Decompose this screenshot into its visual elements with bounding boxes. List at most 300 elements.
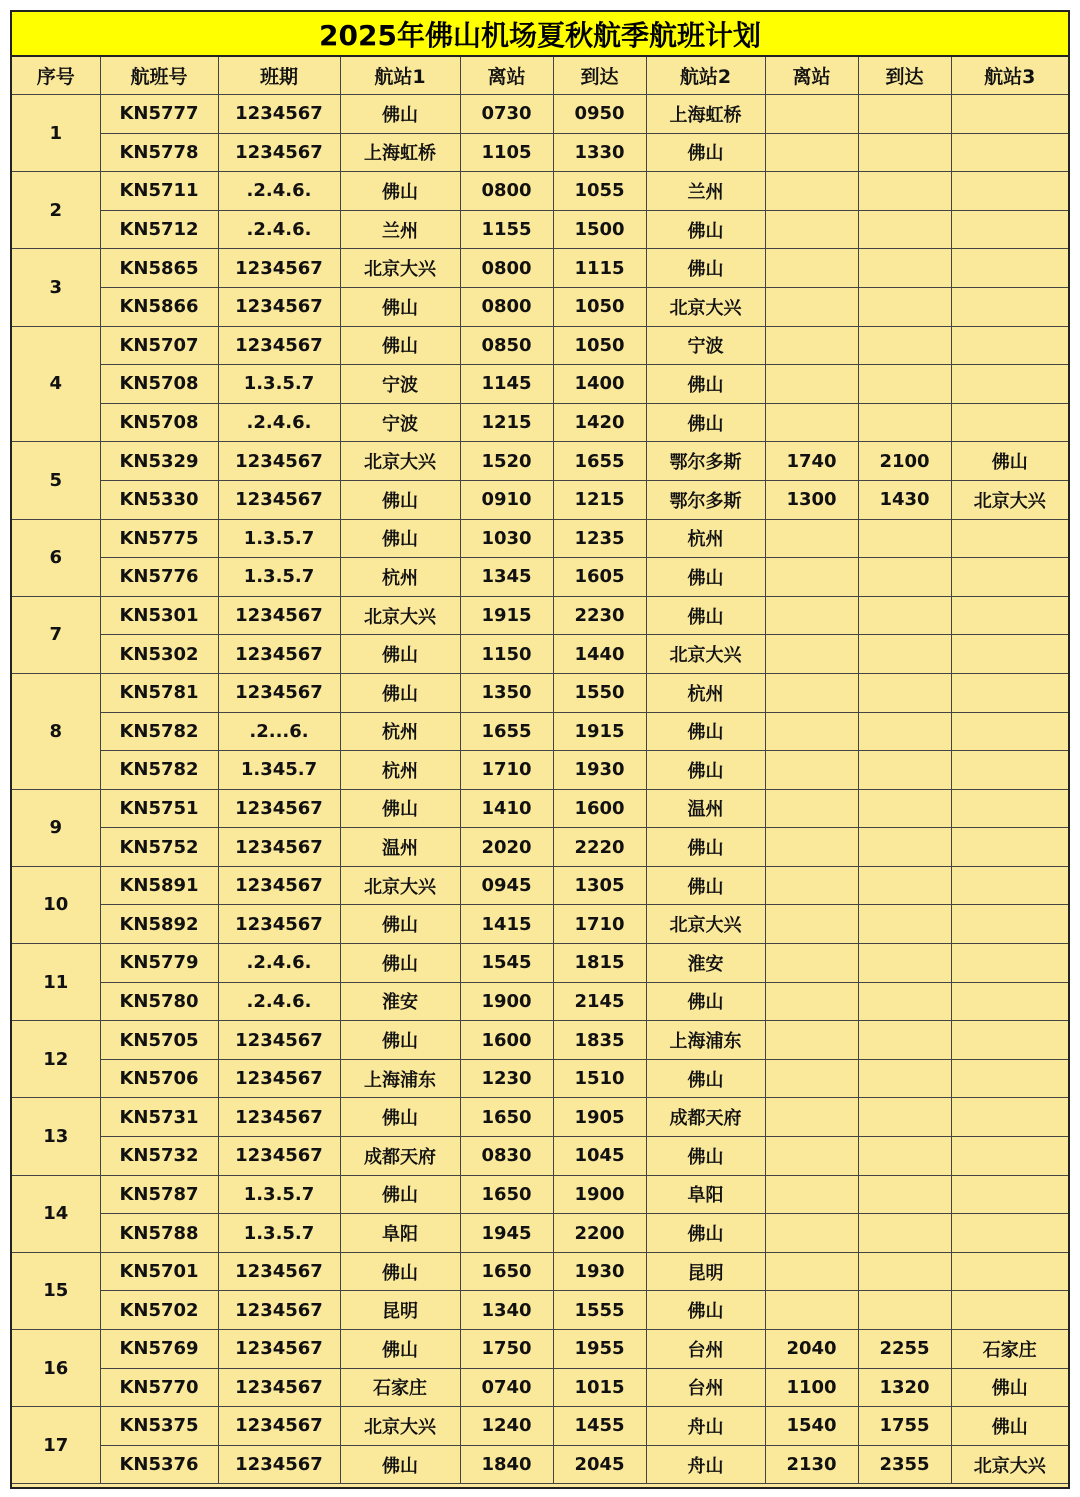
station-3-cell: [951, 95, 1068, 134]
station-1-cell: 北京大兴: [340, 866, 460, 905]
arrival-1-cell: 1930: [553, 751, 646, 790]
flight-number-cell: KN5701: [100, 1252, 218, 1291]
table-row: [12, 403, 1068, 442]
station-1-cell: 佛山: [340, 95, 460, 134]
seq-cell: 11: [12, 944, 100, 1021]
schedule-days-cell: 1234567: [218, 133, 340, 172]
departure-2-cell: [765, 1137, 858, 1176]
station-3-cell: [951, 172, 1068, 211]
arrival-1-cell: 1655: [553, 442, 646, 481]
arrival-1-cell: 1930: [553, 1252, 646, 1291]
station-3-cell: [951, 596, 1068, 635]
flight-number-cell: KN5712: [100, 210, 218, 249]
arrival-2-cell: 1320: [858, 1368, 951, 1407]
arrival-2-cell: [858, 1252, 951, 1291]
arrival-1-cell: 0950: [553, 95, 646, 134]
departure-2-cell: [765, 172, 858, 211]
station-2-cell: 佛山: [646, 596, 765, 635]
arrival-1-cell: 1510: [553, 1059, 646, 1098]
table-row: [12, 1291, 1068, 1330]
departure-2-cell: 1100: [765, 1368, 858, 1407]
schedule-days-cell: 1234567: [218, 828, 340, 867]
station-2-cell: 淮安: [646, 944, 765, 983]
departure-1-cell: 1650: [460, 1252, 553, 1291]
departure-2-cell: [765, 596, 858, 635]
station-3-cell: [951, 635, 1068, 674]
schedule-days-cell: .2.4.6.: [218, 172, 340, 211]
arrival-1-cell: 1235: [553, 519, 646, 558]
departure-2-cell: [765, 751, 858, 790]
station-2-cell: 佛山: [646, 982, 765, 1021]
station-3-cell: 佛山: [951, 1368, 1068, 1407]
departure-1-cell: 1150: [460, 635, 553, 674]
station-3-cell: 佛山: [951, 442, 1068, 481]
station-3-cell: [951, 1137, 1068, 1176]
arrival-1-cell: 1420: [553, 403, 646, 442]
schedule-days-cell: 1234567: [218, 480, 340, 519]
header-station-1: 航站1: [340, 57, 460, 95]
table-row: [12, 596, 1068, 635]
arrival-2-cell: [858, 635, 951, 674]
schedule-days-cell: 1234567: [218, 596, 340, 635]
station-1-cell: 佛山: [340, 172, 460, 211]
arrival-2-cell: [858, 519, 951, 558]
departure-1-cell: 1350: [460, 673, 553, 712]
station-1-cell: 成都天府: [340, 1137, 460, 1176]
seq-cell: 9: [12, 789, 100, 866]
station-3-cell: [951, 1021, 1068, 1060]
flight-schedule-sheet: [10, 10, 1070, 1489]
arrival-2-cell: 2100: [858, 442, 951, 481]
arrival-2-cell: [858, 596, 951, 635]
arrival-2-cell: [858, 1098, 951, 1137]
station-3-cell: [951, 365, 1068, 404]
station-3-cell: [951, 133, 1068, 172]
station-3-cell: [951, 905, 1068, 944]
departure-1-cell: 0850: [460, 326, 553, 365]
flight-number-cell: KN5782: [100, 751, 218, 790]
station-2-cell: 上海虹桥: [646, 95, 765, 134]
station-1-cell: 宁波: [340, 403, 460, 442]
seq-cell: 3: [12, 249, 100, 326]
seq-cell: 5: [12, 442, 100, 519]
schedule-days-cell: 1234567: [218, 789, 340, 828]
flight-number-cell: KN5732: [100, 1137, 218, 1176]
arrival-1-cell: 2220: [553, 828, 646, 867]
seq-cell: 4: [12, 326, 100, 442]
flight-number-cell: KN5705: [100, 1021, 218, 1060]
departure-1-cell: 1650: [460, 1175, 553, 1214]
arrival-1-cell: 1710: [553, 905, 646, 944]
arrival-1-cell: 1555: [553, 1291, 646, 1330]
table-row: [12, 249, 1068, 288]
table-row: [12, 210, 1068, 249]
table-row: [12, 172, 1068, 211]
arrival-1-cell: 1115: [553, 249, 646, 288]
station-1-cell: 北京大兴: [340, 596, 460, 635]
arrival-2-cell: [858, 287, 951, 326]
departure-1-cell: 0800: [460, 249, 553, 288]
table-row: [12, 1175, 1068, 1214]
schedule-days-cell: .2.4.6.: [218, 403, 340, 442]
departure-2-cell: [765, 789, 858, 828]
schedule-days-cell: 1.3.5.7: [218, 519, 340, 558]
station-1-cell: 佛山: [340, 1175, 460, 1214]
arrival-1-cell: 1440: [553, 635, 646, 674]
flight-number-cell: KN5301: [100, 596, 218, 635]
station-3-cell: [951, 403, 1068, 442]
departure-1-cell: 0740: [460, 1368, 553, 1407]
seq-cell: 10: [12, 866, 100, 943]
table-row: [12, 558, 1068, 597]
station-2-cell: 佛山: [646, 712, 765, 751]
table-row: [12, 1330, 1068, 1369]
departure-2-cell: [765, 1175, 858, 1214]
header-departure-2: 离站: [765, 57, 858, 95]
schedule-days-cell: 1234567: [218, 1368, 340, 1407]
station-2-cell: 杭州: [646, 519, 765, 558]
table-row: [12, 1214, 1068, 1253]
station-1-cell: 兰州: [340, 210, 460, 249]
departure-1-cell: 1155: [460, 210, 553, 249]
station-1-cell: 佛山: [340, 1021, 460, 1060]
flight-number-cell: KN5775: [100, 519, 218, 558]
departure-1-cell: 1600: [460, 1021, 553, 1060]
schedule-days-cell: 1234567: [218, 905, 340, 944]
schedule-days-cell: 1.3.5.7: [218, 558, 340, 597]
flight-number-cell: KN5376: [100, 1445, 218, 1484]
arrival-1-cell: 2145: [553, 982, 646, 1021]
table-row: [12, 673, 1068, 712]
departure-1-cell: 2020: [460, 828, 553, 867]
station-2-cell: 佛山: [646, 1291, 765, 1330]
station-2-cell: 温州: [646, 789, 765, 828]
station-2-cell: 北京大兴: [646, 635, 765, 674]
departure-1-cell: 1340: [460, 1291, 553, 1330]
table-row: [12, 326, 1068, 365]
schedule-days-cell: 1234567: [218, 1098, 340, 1137]
departure-2-cell: [765, 1059, 858, 1098]
arrival-1-cell: 1455: [553, 1407, 646, 1446]
arrival-1-cell: 1050: [553, 287, 646, 326]
arrival-2-cell: [858, 866, 951, 905]
schedule-days-cell: 1234567: [218, 1445, 340, 1484]
arrival-1-cell: 2045: [553, 1445, 646, 1484]
flight-number-cell: KN5866: [100, 287, 218, 326]
flight-number-cell: KN5891: [100, 866, 218, 905]
station-1-cell: 佛山: [340, 1252, 460, 1291]
arrival-2-cell: [858, 673, 951, 712]
header-row: [12, 57, 1068, 95]
table-row: [12, 789, 1068, 828]
flight-number-cell: KN5781: [100, 673, 218, 712]
schedule-days-cell: 1234567: [218, 287, 340, 326]
station-1-cell: 佛山: [340, 673, 460, 712]
departure-1-cell: 1215: [460, 403, 553, 442]
flight-number-cell: KN5776: [100, 558, 218, 597]
table-row: [12, 287, 1068, 326]
flight-number-cell: KN5302: [100, 635, 218, 674]
departure-2-cell: [765, 1214, 858, 1253]
flight-number-cell: KN5708: [100, 403, 218, 442]
station-3-cell: 北京大兴: [951, 1445, 1068, 1484]
station-1-cell: 佛山: [340, 635, 460, 674]
arrival-2-cell: 1755: [858, 1407, 951, 1446]
station-1-cell: 淮安: [340, 982, 460, 1021]
station-1-cell: 上海浦东: [340, 1059, 460, 1098]
departure-1-cell: 1900: [460, 982, 553, 1021]
seq-cell: 8: [12, 673, 100, 789]
station-1-cell: 佛山: [340, 1098, 460, 1137]
table-row: [12, 866, 1068, 905]
schedule-days-cell: .2...6.: [218, 712, 340, 751]
flight-number-cell: KN5769: [100, 1330, 218, 1369]
station-1-cell: 杭州: [340, 558, 460, 597]
arrival-1-cell: 1055: [553, 172, 646, 211]
station-1-cell: 北京大兴: [340, 249, 460, 288]
station-3-cell: [951, 944, 1068, 983]
station-2-cell: 佛山: [646, 866, 765, 905]
station-2-cell: 舟山: [646, 1407, 765, 1446]
station-2-cell: 昆明: [646, 1252, 765, 1291]
table-row: [12, 442, 1068, 481]
arrival-1-cell: 1815: [553, 944, 646, 983]
flight-number-cell: KN5731: [100, 1098, 218, 1137]
station-1-cell: 佛山: [340, 789, 460, 828]
arrival-1-cell: 1330: [553, 133, 646, 172]
departure-2-cell: [765, 95, 858, 134]
station-3-cell: [951, 712, 1068, 751]
table-row: [12, 519, 1068, 558]
flight-number-cell: KN5778: [100, 133, 218, 172]
seq-cell: 6: [12, 519, 100, 596]
schedule-days-cell: 1234567: [218, 95, 340, 134]
station-3-cell: [951, 1175, 1068, 1214]
table-row: [12, 944, 1068, 983]
station-3-cell: [951, 210, 1068, 249]
station-3-cell: [951, 326, 1068, 365]
schedule-days-cell: 1234567: [218, 1407, 340, 1446]
departure-2-cell: [765, 635, 858, 674]
table-row: [12, 1252, 1068, 1291]
arrival-2-cell: [858, 905, 951, 944]
station-2-cell: 兰州: [646, 172, 765, 211]
station-3-cell: [951, 828, 1068, 867]
seq-cell: 17: [12, 1407, 100, 1484]
table-row: [12, 905, 1068, 944]
schedule-days-cell: 1234567: [218, 1137, 340, 1176]
departure-1-cell: 0945: [460, 866, 553, 905]
flight-number-cell: KN5329: [100, 442, 218, 481]
flight-number-cell: KN5787: [100, 1175, 218, 1214]
header-arrival-2: 到达: [858, 57, 951, 95]
arrival-1-cell: 1550: [553, 673, 646, 712]
arrival-1-cell: 1600: [553, 789, 646, 828]
departure-1-cell: 1710: [460, 751, 553, 790]
seq-cell: 15: [12, 1252, 100, 1329]
departure-1-cell: 1915: [460, 596, 553, 635]
station-2-cell: 成都天府: [646, 1098, 765, 1137]
station-1-cell: 佛山: [340, 1330, 460, 1369]
arrival-2-cell: [858, 1137, 951, 1176]
departure-1-cell: 0800: [460, 287, 553, 326]
table-row: [12, 1445, 1068, 1484]
station-1-cell: 佛山: [340, 1445, 460, 1484]
station-3-cell: 北京大兴: [951, 480, 1068, 519]
schedule-days-cell: 1.3.5.7: [218, 1175, 340, 1214]
schedule-days-cell: 1234567: [218, 1291, 340, 1330]
table-row: [12, 828, 1068, 867]
flight-number-cell: KN5782: [100, 712, 218, 751]
table-row: [12, 635, 1068, 674]
station-1-cell: 佛山: [340, 944, 460, 983]
arrival-2-cell: [858, 712, 951, 751]
flight-number-cell: KN5751: [100, 789, 218, 828]
header-schedule-days: 班期: [218, 57, 340, 95]
arrival-2-cell: 2355: [858, 1445, 951, 1484]
table-row: [12, 1137, 1068, 1176]
seq-cell: 12: [12, 1021, 100, 1098]
departure-2-cell: [765, 558, 858, 597]
flight-number-cell: KN5330: [100, 480, 218, 519]
station-2-cell: 杭州: [646, 673, 765, 712]
schedule-days-cell: 1.345.7: [218, 751, 340, 790]
station-1-cell: 北京大兴: [340, 1407, 460, 1446]
header-arrival-1: 到达: [553, 57, 646, 95]
seq-cell: 13: [12, 1098, 100, 1175]
table-row: [12, 751, 1068, 790]
station-1-cell: 宁波: [340, 365, 460, 404]
departure-1-cell: 0800: [460, 172, 553, 211]
table-row: [12, 133, 1068, 172]
departure-2-cell: [765, 210, 858, 249]
departure-1-cell: 1520: [460, 442, 553, 481]
station-3-cell: [951, 519, 1068, 558]
departure-1-cell: 1030: [460, 519, 553, 558]
flight-number-cell: KN5865: [100, 249, 218, 288]
departure-1-cell: 1945: [460, 1214, 553, 1253]
flight-number-cell: KN5770: [100, 1368, 218, 1407]
station-2-cell: 佛山: [646, 751, 765, 790]
flight-number-cell: KN5707: [100, 326, 218, 365]
station-2-cell: 佛山: [646, 828, 765, 867]
arrival-2-cell: [858, 558, 951, 597]
station-1-cell: 佛山: [340, 287, 460, 326]
table-row: [12, 1021, 1068, 1060]
station-2-cell: 上海浦东: [646, 1021, 765, 1060]
station-3-cell: [951, 1252, 1068, 1291]
station-3-cell: [951, 673, 1068, 712]
arrival-2-cell: [858, 1291, 951, 1330]
schedule-days-cell: 1.3.5.7: [218, 1214, 340, 1253]
station-3-cell: [951, 751, 1068, 790]
station-2-cell: 佛山: [646, 403, 765, 442]
flight-number-cell: KN5777: [100, 95, 218, 134]
station-1-cell: 杭州: [340, 751, 460, 790]
arrival-2-cell: [858, 326, 951, 365]
header-flight-number: 航班号: [100, 57, 218, 95]
table-row: [12, 712, 1068, 751]
departure-2-cell: [765, 944, 858, 983]
station-3-cell: [951, 982, 1068, 1021]
departure-2-cell: [765, 133, 858, 172]
arrival-1-cell: 1045: [553, 1137, 646, 1176]
station-1-cell: 北京大兴: [340, 442, 460, 481]
schedule-days-cell: .2.4.6.: [218, 944, 340, 983]
arrival-1-cell: 2200: [553, 1214, 646, 1253]
table-row: [12, 1098, 1068, 1137]
station-2-cell: 佛山: [646, 558, 765, 597]
departure-1-cell: 1840: [460, 1445, 553, 1484]
flight-number-cell: KN5702: [100, 1291, 218, 1330]
flight-number-cell: KN5375: [100, 1407, 218, 1446]
station-3-cell: [951, 1291, 1068, 1330]
station-2-cell: 佛山: [646, 210, 765, 249]
header-departure-1: 离站: [460, 57, 553, 95]
arrival-1-cell: 1605: [553, 558, 646, 597]
flight-schedule-table: [12, 57, 1068, 1484]
departure-1-cell: 0910: [460, 480, 553, 519]
arrival-1-cell: 1955: [553, 1330, 646, 1369]
departure-2-cell: [765, 365, 858, 404]
header-seq: 序号: [12, 57, 100, 95]
station-2-cell: 台州: [646, 1330, 765, 1369]
departure-2-cell: 1540: [765, 1407, 858, 1446]
station-3-cell: [951, 249, 1068, 288]
arrival-1-cell: 2230: [553, 596, 646, 635]
seq-cell: 2: [12, 172, 100, 249]
departure-2-cell: [765, 249, 858, 288]
arrival-2-cell: [858, 1214, 951, 1253]
schedule-days-cell: 1234567: [218, 673, 340, 712]
station-1-cell: 上海虹桥: [340, 133, 460, 172]
table-row: [12, 95, 1068, 134]
schedule-days-cell: 1234567: [218, 442, 340, 481]
departure-2-cell: [765, 403, 858, 442]
departure-2-cell: [765, 905, 858, 944]
schedule-days-cell: 1234567: [218, 249, 340, 288]
flight-number-cell: KN5780: [100, 982, 218, 1021]
arrival-1-cell: 1050: [553, 326, 646, 365]
arrival-2-cell: [858, 365, 951, 404]
schedule-days-cell: .2.4.6.: [218, 210, 340, 249]
arrival-2-cell: [858, 789, 951, 828]
station-2-cell: 台州: [646, 1368, 765, 1407]
arrival-2-cell: [858, 982, 951, 1021]
departure-2-cell: [765, 828, 858, 867]
flight-number-cell: KN5711: [100, 172, 218, 211]
arrival-1-cell: 1900: [553, 1175, 646, 1214]
table-row: [12, 480, 1068, 519]
departure-1-cell: 1545: [460, 944, 553, 983]
departure-2-cell: [765, 1098, 858, 1137]
arrival-2-cell: [858, 828, 951, 867]
arrival-2-cell: [858, 210, 951, 249]
schedule-days-cell: 1234567: [218, 1059, 340, 1098]
arrival-1-cell: 1500: [553, 210, 646, 249]
arrival-2-cell: [858, 944, 951, 983]
station-3-cell: [951, 789, 1068, 828]
departure-2-cell: [765, 866, 858, 905]
station-3-cell: [951, 287, 1068, 326]
departure-2-cell: [765, 519, 858, 558]
departure-1-cell: 1240: [460, 1407, 553, 1446]
seq-cell: 1: [12, 95, 100, 172]
station-3-cell: [951, 558, 1068, 597]
departure-1-cell: 1145: [460, 365, 553, 404]
schedule-days-cell: 1234567: [218, 1252, 340, 1291]
arrival-2-cell: 2255: [858, 1330, 951, 1369]
